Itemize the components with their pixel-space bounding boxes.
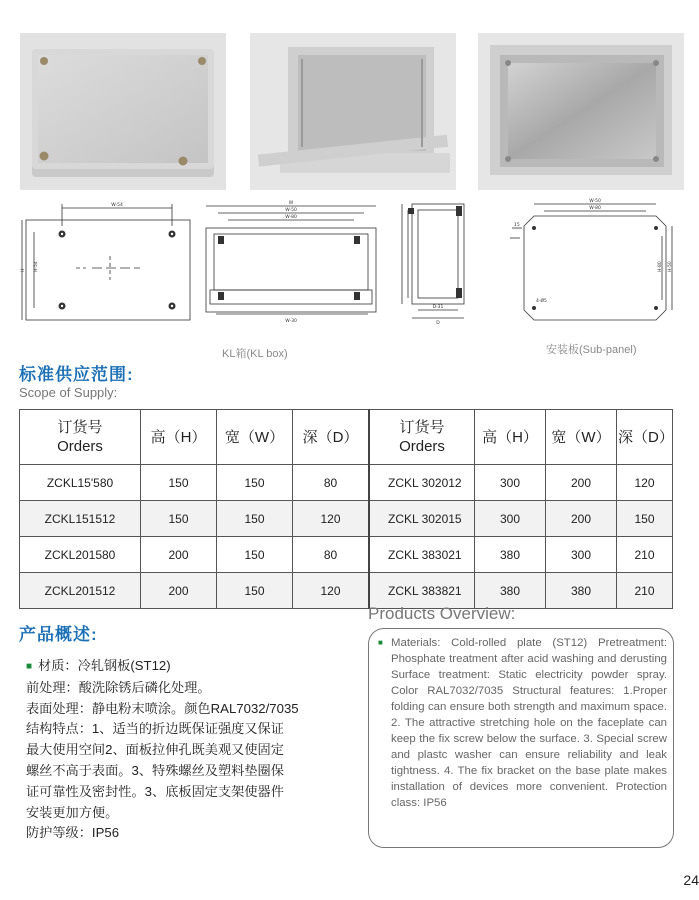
cell-width: 150 [217,465,293,501]
cn-line: 安装更加方便。 [26,804,119,820]
header-depth: 深（D） [293,410,370,465]
dim-label: W [288,201,294,206]
overview-en-box [368,628,674,848]
cell-depth: 120 [293,501,370,537]
cell-width: 150 [217,501,293,537]
drawing-sub-panel [506,198,676,326]
cell-width: 150 [217,537,293,573]
photo-panel-box [478,33,684,190]
drawing-side-view [398,196,480,326]
cell-height: 300 [475,501,546,537]
cell-width: 300 [546,537,617,573]
panel-box-illustration [478,33,684,190]
dim-label: D [436,321,440,326]
table-row [20,537,673,573]
open-box-illustration [250,33,456,190]
orders-table [19,409,673,609]
header-orders: 订货号 Orders [20,410,141,465]
bullet-icon: ■ [378,638,383,647]
header-orders: 订货号 Orders [369,410,475,465]
cell-depth: 120 [617,465,673,501]
table-row [20,573,673,609]
header-width: 宽（W） [217,410,293,465]
overview-title-en: Products Overview: [368,604,516,623]
cell-height: 380 [475,537,546,573]
cell-order: ZCKL 383821 [369,573,475,609]
dim-label: W-30 [285,319,297,324]
cell-depth: 80 [293,465,370,501]
overview-cn-text [26,656,351,844]
overview-title-cn: 产品概述: [19,625,98,644]
caption-sub-panel: 安装板(Sub-panel) [546,344,637,356]
overview-en-text: Materials: Cold-rolled plate (ST12) Pretreatment: Phosphate treatment after acid washing and derusting Surface treatment: Static electricity powder spray. Color RAL7032/7035 Structural features: 1.Proper folding can ensure both strength and maximum space. 2. The attractive stretching hole on the faceplate can keep the fix screw below the surface. 3. Special screw and plastc washer can ensure reliability and leak tightness. 4. The fix bracket on the base plate makes installation of devices more convenient. Protection class: IP56 [391,637,667,809]
header-height: 高（H） [141,410,217,465]
cell-order: ZCKL15'580 [20,465,141,501]
photo-closed-box [20,33,226,190]
dim-label: W-50 [285,208,297,213]
header-height: 高（H） [475,410,546,465]
bullet-icon: ■ [26,661,33,672]
dim-label: 4-Ø5 [536,299,547,304]
cell-order: ZCKL201512 [20,573,141,609]
dim-label: D-31 [432,305,444,310]
dim-label: H-54 [34,261,39,272]
table-header-row [20,410,673,465]
cn-line: 最大使用空间2、面板拉伸孔既美观又使固定 [26,742,284,758]
dim-label: W-80 [285,215,297,220]
screw-icon [40,152,49,161]
cn-line: 证可靠性及密封性。3、底板固定支架使器件 [26,783,284,799]
cell-order: ZCKL 383021 [369,537,475,573]
cell-order: ZCKL151512 [20,501,141,537]
dim-label: 15 [514,223,520,228]
cell-depth: 120 [293,573,370,609]
closed-box-illustration [20,33,226,190]
caption-kl-box: KL箱(KL box) [222,348,288,360]
cell-width: 200 [546,501,617,537]
cell-width: 200 [546,465,617,501]
dim-label: W-50 [589,199,601,204]
table-row [20,465,673,501]
cn-line: 防护等级：IP56 [26,825,120,841]
cell-order: ZCKL 302012 [369,465,475,501]
cell-height: 200 [141,537,217,573]
cell-height: 150 [141,465,217,501]
screw-icon [179,157,188,166]
cell-order: ZCKL201580 [20,537,141,573]
cell-height: 300 [475,465,546,501]
cell-width: 150 [217,573,293,609]
drawing-front-view [20,200,196,328]
cell-depth: 80 [293,537,370,573]
cell-width: 380 [546,573,617,609]
cell-height: 200 [141,573,217,609]
cell-depth: 210 [617,573,673,609]
scope-title-en: Scope of Supply: [19,385,118,400]
drawing-open-front-view [202,196,378,326]
table-row [20,501,673,537]
dim-label: W-80 [589,206,601,211]
dim-label: H-80 [658,261,663,272]
photo-open-box [250,33,456,190]
cell-depth: 210 [617,537,673,573]
header-width: 宽（W） [546,410,617,465]
scope-title-cn: 标准供应范围: [19,365,134,384]
cell-height: 380 [475,573,546,609]
screw-icon [40,57,48,65]
cn-line: 表面处理：静电粉末喷涂。颜色RAL7032/7035 [26,700,299,716]
dim-label: H-50 [668,261,673,272]
cell-height: 150 [141,501,217,537]
dim-label: W-54 [111,203,123,208]
cn-line: 结构特点：1、适当的折边既保证强度又保证 [26,721,284,737]
header-depth: 深（D） [617,410,673,465]
page-number: 24 [683,872,699,888]
screw-icon [198,57,206,65]
cn-line: 螺丝不高于表面。3、特殊螺丝及塑料垫圈保 [26,762,284,778]
cn-line: 前处理：酸洗除锈后磷化处理。 [26,679,211,695]
cell-order: ZCKL 302015 [369,501,475,537]
cn-line: 材质：冷轧钢板(ST12) [38,658,171,673]
dim-label: H [21,268,26,272]
cell-depth: 150 [617,501,673,537]
